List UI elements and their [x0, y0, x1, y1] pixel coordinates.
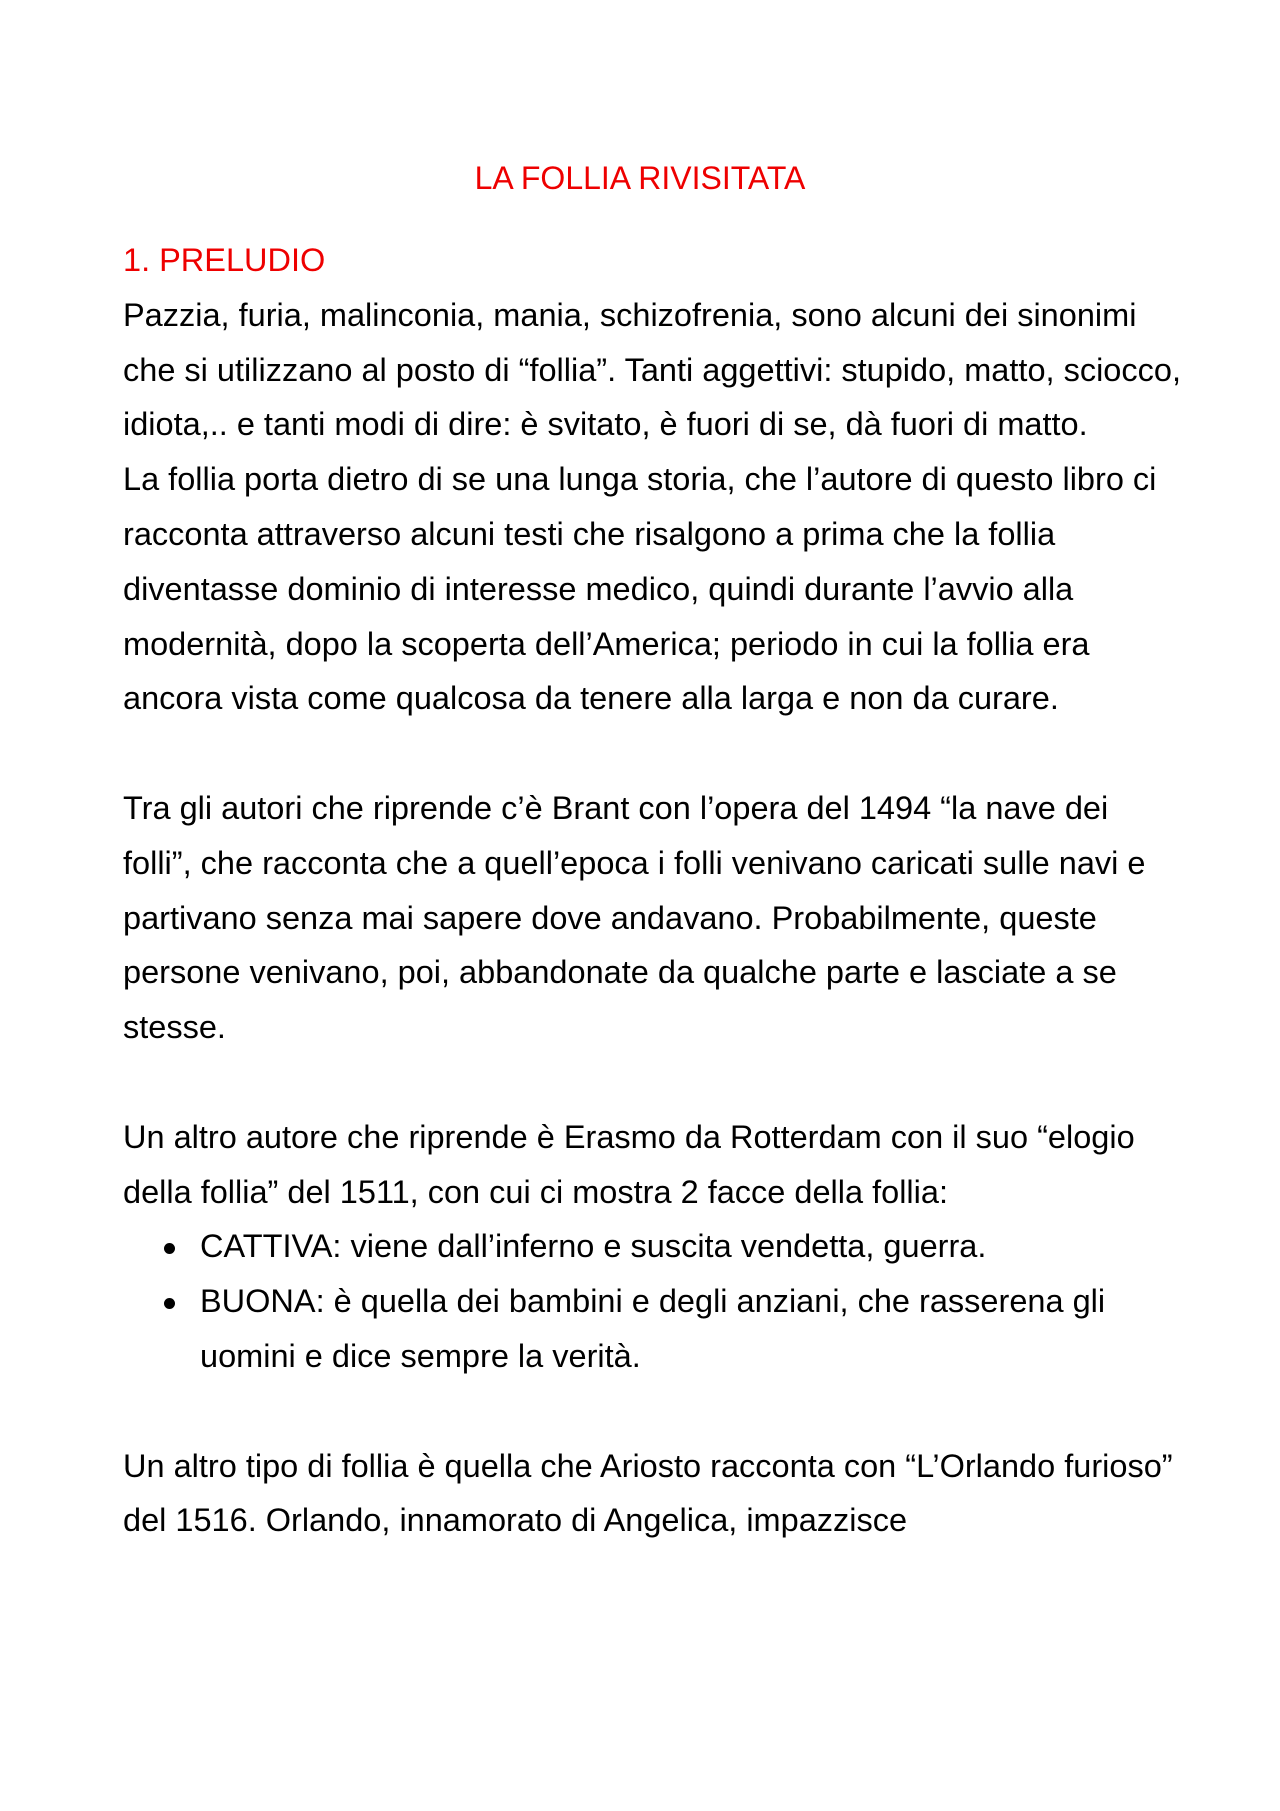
paragraph-synonyms: Pazzia, furia, malinconia, mania, schizofrenia, sono alcuni dei sinonimi che si utilizzano al posto di “follia”. Tanti aggettivi: stupido, matto, sciocco, idiota,.. e tanti modi di dire: è svitato, è fuori di se, dà fuori di matto. — [123, 296, 1181, 443]
paragraph-ariosto: Un altro tipo di follia è quella che Ariosto racconta con “L’Orlando furioso” del 1516. Orlando, innamorato di Angelica, impazzisce — [123, 1447, 1173, 1539]
paragraph-brant: Tra gli autori che riprende c’è Brant con l’opera del 1494 “la nave dei folli”, che racconta che a quell’epoca i folli venivano caricati sulle navi e partivano senza mai sapere dove andavano. Probabilmente, queste persone venivano, poi, abbandonate da qualche parte e lasciate a se stesse. — [123, 789, 1146, 1046]
bullet-dot-icon — [164, 1243, 175, 1254]
paragraph-spacer — [123, 1384, 1183, 1439]
paragraph-spacer — [123, 726, 1183, 781]
bullet-dot-icon — [164, 1298, 175, 1309]
bullet-text: CATTIVA: viene dall’inferno e suscita vendetta, guerra. — [200, 1228, 987, 1265]
document-body — [123, 233, 1183, 1548]
bullet-text: BUONA: è quella dei bambini e degli anziani, che rasserena gli uomini e dice sempre la verità. — [200, 1283, 1106, 1374]
document-title: LA FOLLIA RIVISITATA — [474, 160, 806, 196]
paragraph-spacer — [123, 1055, 1183, 1110]
bullet-list — [123, 1219, 1183, 1383]
bullet-item-buona — [200, 1274, 1183, 1384]
paragraph-history: La follia porta dietro di se una lunga storia, che l’autore di questo libro ci racconta attraverso alcuni testi che risalgono a prima che la follia diventasse dominio di interesse medico, quindi durante l’avvio alla modernità, dopo la scoperta dell’America; periodo in cui la follia era ancora vista come qualcosa da tenere alla larga e non da curare. — [123, 461, 1157, 717]
paragraph-erasmus: Un altro autore che riprende è Erasmo da Rotterdam con il suo “elogio della follia” del 1511, con cui ci mostra 2 facce della follia: — [123, 1118, 1135, 1210]
bullet-item-cattiva — [200, 1219, 1183, 1274]
section-heading: 1. PRELUDIO — [123, 242, 326, 278]
